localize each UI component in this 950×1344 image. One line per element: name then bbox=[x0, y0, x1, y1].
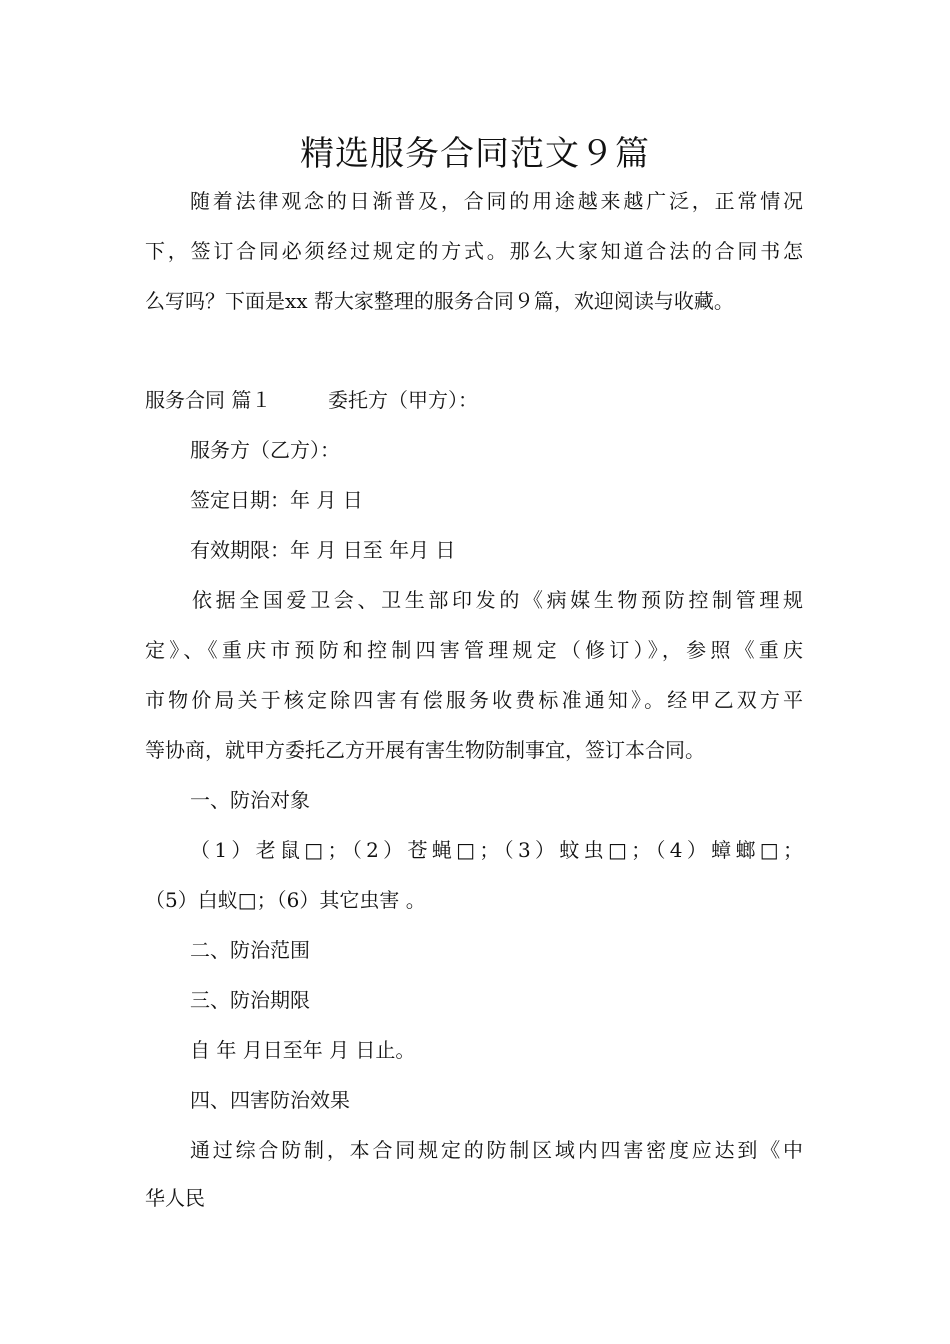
client-label: 委托方（甲方）： bbox=[328, 388, 478, 412]
provider-label: 服务方（乙方）： bbox=[190, 438, 340, 462]
basis-line-1: 依据全国爱卫会、卫生部印发的《病媒生物预防控制管理规 bbox=[192, 588, 803, 612]
item3-heading: 三、防治期限 bbox=[190, 988, 310, 1012]
item3-content: 自 年 月日至年 月 日止。 bbox=[190, 1038, 416, 1062]
basis-line-3: 市物价局关于核定除四害有偿服务收费标准通知》。经甲乙双方平 bbox=[145, 688, 803, 712]
basis-line-4: 等协商，就甲方委托乙方开展有害生物防制事宜，签订本合同。 bbox=[145, 738, 705, 762]
item1-content-line-1: （1）老鼠□；（2）苍蝇□；（3）蚊虫□；（4）蟑螂□； bbox=[190, 838, 803, 862]
intro-line-1: 随着法律观念的日渐普及，合同的用途越来越广泛，正常情况 bbox=[190, 189, 803, 213]
document-title: 精选服务合同范文９篇 bbox=[300, 134, 650, 174]
item4-content-line-2: 华人民 bbox=[145, 1186, 205, 1210]
item4-heading: 四、四害防治效果 bbox=[190, 1088, 350, 1112]
item1-content-line-2: （5）白蚁□；（6）其它虫害 。 bbox=[145, 888, 426, 912]
intro-line-3: 么写吗？下面是xx 帮大家整理的服务合同９篇，欢迎阅读与收藏。 bbox=[145, 289, 734, 313]
item4-content-line-1: 通过综合防制，本合同规定的防制区域内四害密度应达到《中 bbox=[190, 1138, 803, 1162]
item1-heading: 一、防治对象 bbox=[190, 788, 310, 812]
sign-date: 签定日期：年 月 日 bbox=[190, 488, 363, 512]
item2-heading: 二、防治范围 bbox=[190, 938, 310, 962]
valid-period: 有效期限：年 月 日至 年月 日 bbox=[190, 538, 456, 562]
section-heading: 服务合同 篇１ bbox=[145, 388, 272, 412]
basis-line-2: 定》、《重庆市预防和控制四害管理规定（修订）》，参照《重庆 bbox=[145, 638, 803, 662]
intro-line-2: 下，签订合同必须经过规定的方式。那么大家知道合法的合同书怎 bbox=[145, 239, 803, 263]
